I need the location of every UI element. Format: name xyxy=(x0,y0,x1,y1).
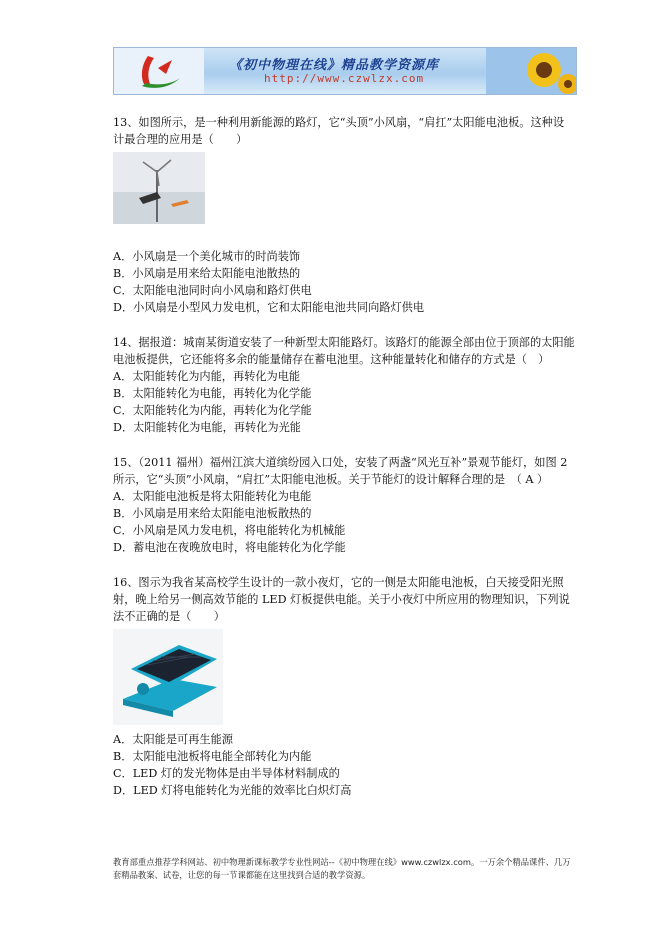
option-d: D．太阳能转化为电能，再转化为光能 xyxy=(113,421,301,434)
option-d: D．LED 灯将电能转化为光能的效率比白炽灯高 xyxy=(113,784,352,797)
header-banner xyxy=(113,47,577,95)
option-c: C．太阳能电池同时向小风扇和路灯供电 xyxy=(113,284,312,297)
option-d: D．蓄电池在夜晚放电时，将电能转化为化学能 xyxy=(113,541,346,554)
question-list xyxy=(113,114,575,817)
page-footer: 教育部重点推荐学科网站、初中物理新课标教学专业性网站--《初中物理在线》www.czwlzx.com。一万余个精品课件、几万套精品教案、试卷，让您的每一节课都能在这里找到合适的教学资源。 xyxy=(113,857,571,880)
question-stem: 14、据报道：城南某街道安装了一种新型太阳能路灯。该路灯的能源全部由位于顶部的太阳能电池板提供，它还能将多余的能量储存在蓄电池里。这种能量转化和储存的方式是（ ） xyxy=(113,336,575,366)
question-16 xyxy=(113,574,575,799)
option-b: B．小风扇是用来给太阳能电池散热的 xyxy=(113,267,301,280)
question-14 xyxy=(113,334,575,436)
banner-title: 《初中物理在线》精品教学资源库 xyxy=(229,58,440,73)
question-stem: 16、图示为我省某高校学生设计的一款小夜灯，它的一侧是太阳能电池板，白天接受阳光照射，晚上给另一侧高效节能的 LED 灯板提供电能。关于小夜灯中所应用的物理知识，下列说法不正确的是（ ） xyxy=(113,576,570,623)
option-d: D．小风扇是小型风力发电机，它和太阳能电池共同向路灯供电 xyxy=(113,301,425,314)
option-a: A．太阳能电池板是将太阳能转化为电能 xyxy=(113,490,312,503)
option-a: A．小风扇是一个美化城市的时尚装饰 xyxy=(113,250,301,263)
sunflower-icon xyxy=(486,48,576,94)
option-c: C．太阳能转化为内能，再转化为化学能 xyxy=(113,404,312,417)
option-b: B．太阳能电池板将电能全部转化为内能 xyxy=(113,750,312,763)
banner-url[interactable]: http://www.czwlzx.com xyxy=(264,72,425,85)
solar-night-light-image xyxy=(113,629,223,725)
question-stem: 15、（2011 福州）福州江滨大道缤纷园入口处，安装了两盏“风光互补”景观节能灯，如图 2 所示，它“头顶”小风扇，“肩扛”太阳能电池板。关于节能灯的设计解释合理的是 （ A ） xyxy=(113,456,568,486)
question-15 xyxy=(113,454,575,556)
question-stem: 13、如图所示，是一种利用新能源的路灯，它“头顶”小风扇，“肩扛”太阳能电池板。这种设计最合理的应用是（ ） xyxy=(113,116,565,146)
option-c: C．LED 灯的发光物体是由半导体材料制成的 xyxy=(113,767,340,780)
option-b: B．小风扇是用来给太阳能电池板散热的 xyxy=(113,507,312,520)
question-13 xyxy=(113,114,575,316)
option-a: A．太阳能转化为内能，再转化为电能 xyxy=(113,370,301,383)
option-c: C．小风扇是风力发电机，将电能转化为机械能 xyxy=(113,524,346,537)
option-a: A．太阳能是可再生能源 xyxy=(113,733,233,746)
option-b: B．太阳能转化为电能，再转化为化学能 xyxy=(113,387,312,400)
wind-solar-streetlight-image xyxy=(113,152,205,224)
site-logo-icon xyxy=(114,48,204,94)
